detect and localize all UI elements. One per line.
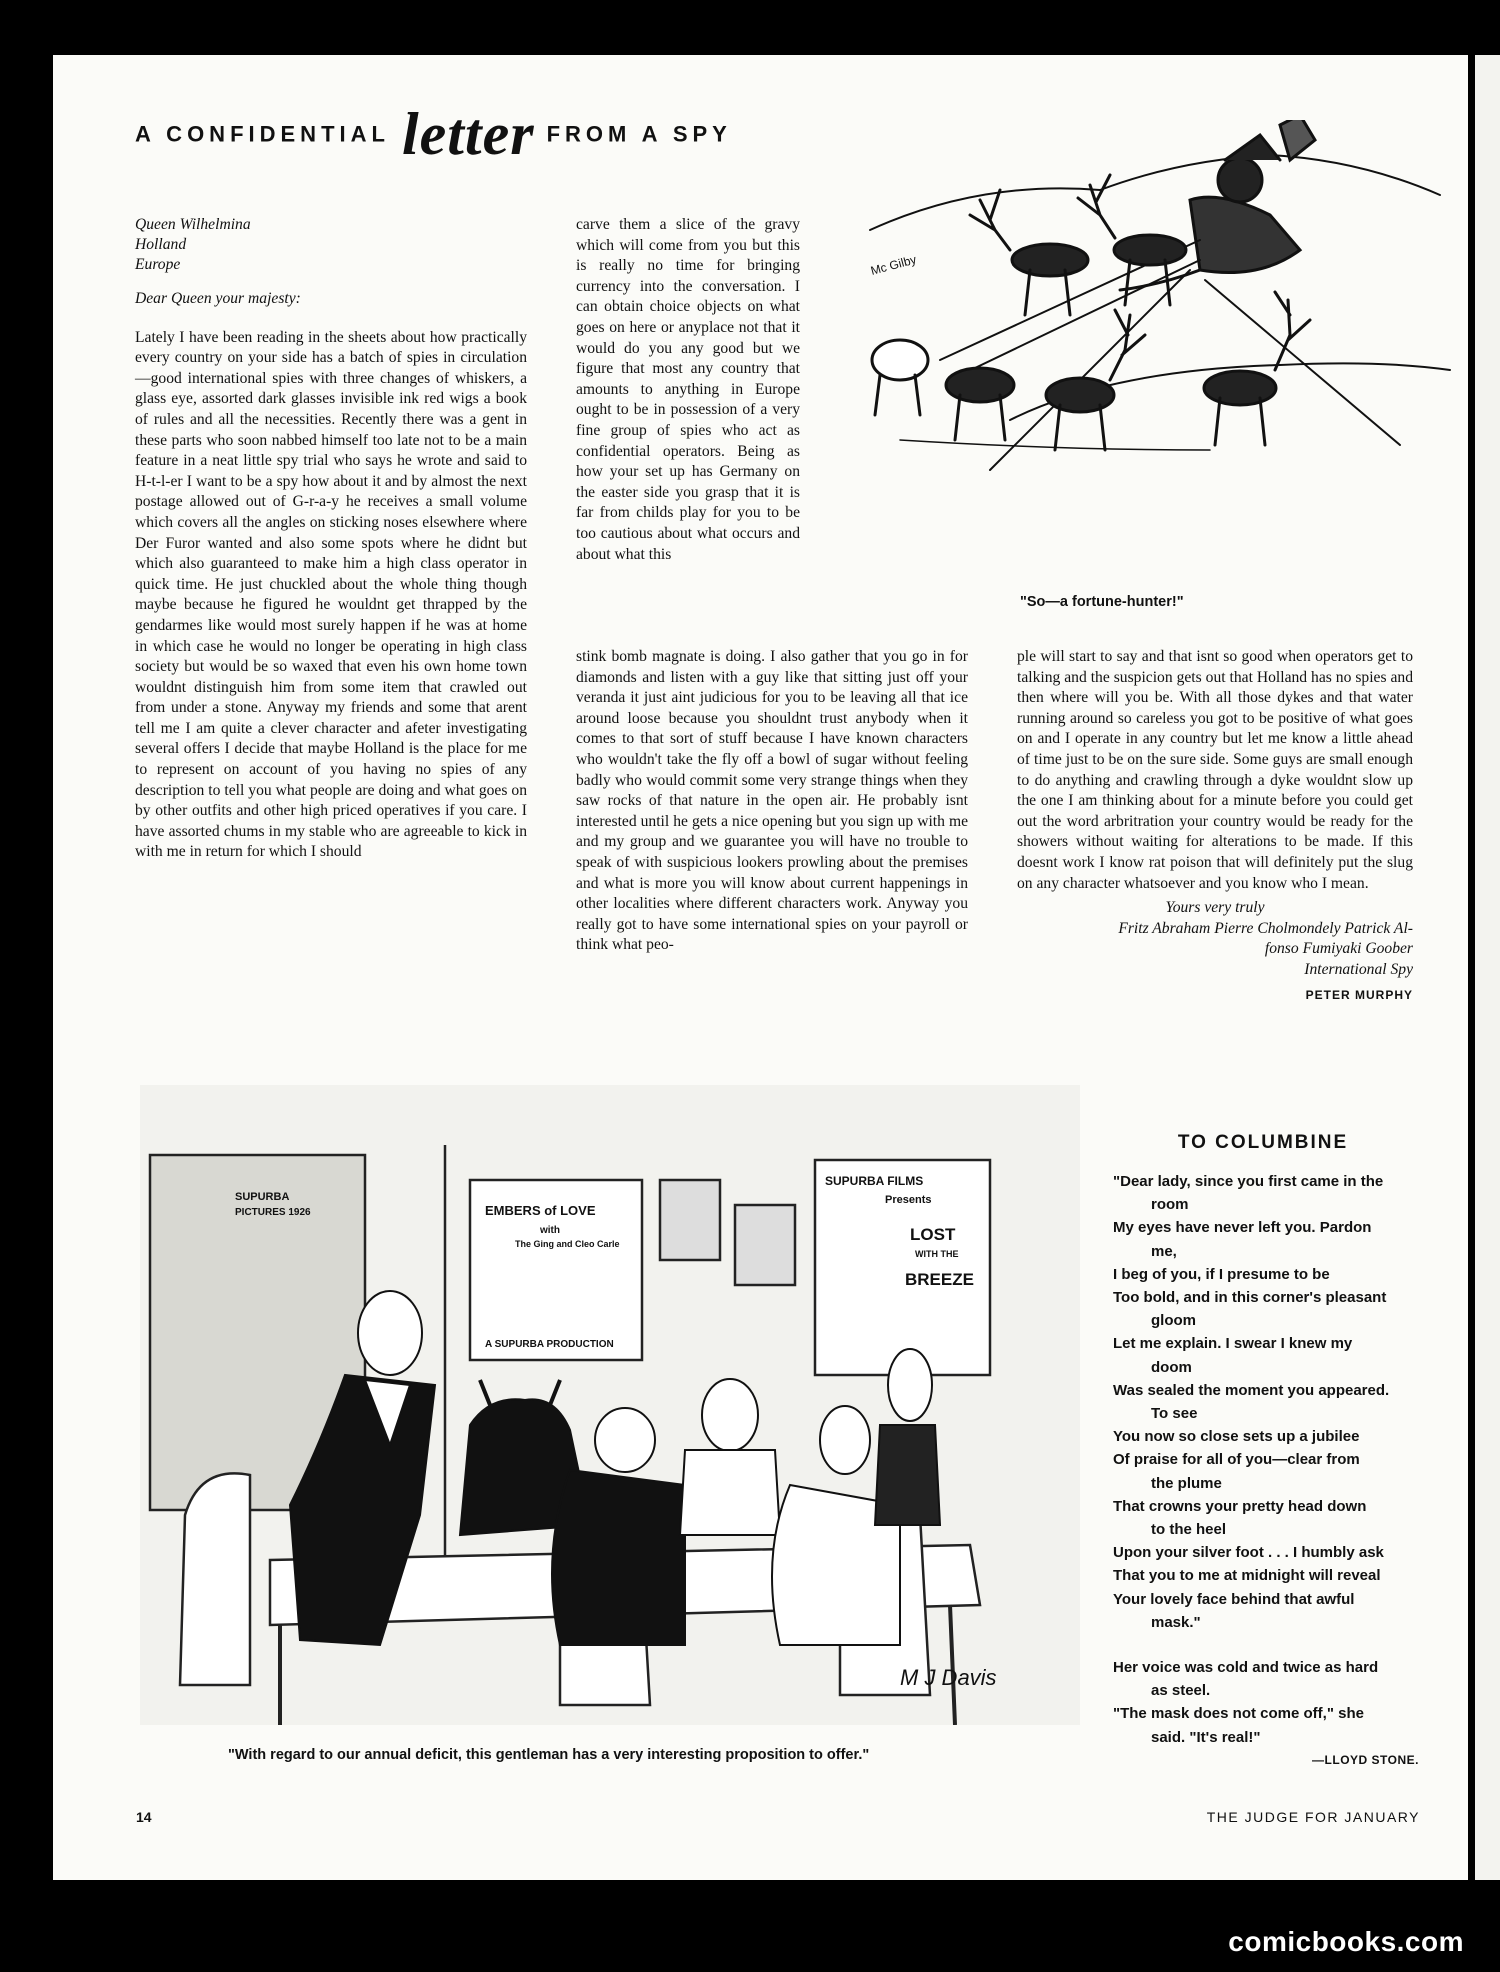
letter-column-2-top [576, 215, 800, 565]
poem-line: Her voice was cold and twice as hard [1113, 1659, 1379, 1677]
heading-prefix: A CONFIDENTIAL [135, 121, 390, 147]
santa-reindeer-cartoon [860, 120, 1460, 540]
page-number: 14 [136, 1809, 152, 1825]
signature-title: International Spy [1304, 960, 1413, 978]
stanza-break [1113, 1634, 1419, 1656]
poster-1-text: The Ging and Cleo Carle [515, 1239, 620, 1249]
poem-line: room [1151, 1196, 1189, 1214]
poster-2-title: BREEZE [905, 1270, 974, 1289]
closing: Yours very truly [1165, 899, 1265, 917]
address-line: Queen Wilhelmina [135, 216, 251, 233]
heading-suffix: FROM A SPY [546, 121, 732, 147]
poem-line: Upon your silver foot . . . I humbly ask [1113, 1544, 1384, 1562]
poster-2-title: LOST [910, 1225, 956, 1244]
poster-2-text: WITH THE [915, 1249, 959, 1259]
poster-2-text: Presents [885, 1194, 932, 1206]
poster-3-text: PICTURES 1926 [235, 1207, 311, 1218]
poem-line: That you to me at midnight will reveal [1113, 1567, 1381, 1585]
poem-line: You now so close sets up a jubilee [1113, 1428, 1360, 1446]
watermark: comicbooks.com [1228, 1926, 1464, 1957]
cartoon-signature: Mc Gilby [869, 252, 918, 278]
poem-line: Your lovely face behind that awful [1113, 1590, 1355, 1608]
letter-column-2-bottom [576, 647, 968, 956]
poem-line: mask." [1151, 1613, 1201, 1631]
poster-1-title: EMBERS of LOVE [485, 1203, 596, 1218]
top-cartoon-caption: "So—a fortune-hunter!" [1020, 594, 1184, 610]
letter-body-col2-bottom: stink bomb magnate is doing. I also gather that you go in for diamonds and listen with a guy like that sitting just off your veranda it just aint judicious for you to be leaving all that ice around loose because you shouldnt trust anybody when it comes to that sort of stuff because I have known characters who wouldn't take the fly off a bowl of sugar without feeling badly who would commit some very strange things when they saw rocks of that nature in the open air. He probably isnt interested until he gets a nice opening but you sign up with me and my group and we guarantee you will have no trouble to speak of with suspicious lookers prowling about the premises and what is more you will know about current happenings in other localities where different characters work. Anyway you really got to have some international spies on your payroll or think what peo- [576, 648, 968, 954]
poem-line: "The mask does not come off," she [1113, 1705, 1364, 1723]
letter-body-col1: Lately I have been reading in the sheets about how practically every country on your side has a batch of spies in circulation—good international spies with three changes of whiskers, a glass eye, assorted dark glasses invisible ink red wigs a book of rules and all the necessities. Recently there was a gent in these parts who soon nabbed himself too late not to be a main feature in a neat little spy trial who says he wrote and said to H-t-l-er I want to be a spy how about it and by almost the next postage allowed out of G-r-a-y he receives a small volume which covers all the angles on sticking noses elsewhere where Der Furor wanted and also some spots where he didnt but which also guaranteed to make him a high class operator in quick time. He just chuckled about the whole thing though maybe because he figured he wouldnt get thrapped by the gendarmes like would most surely happen if he was at home in which case he would no longer be operating in high class society but would be so waxed that even his own home town wouldnt distinguish him from some item that crawled out from under a stone. Anyway my friends and some that arent tell me I am quite a clever character and afeter investigating several offers I decide that maybe Holland is the place for me to represent on account of you having no spies of any description to tell you what people are doing and what goes on by other outfits and other high priced operatives if you care. I have assorted chums in my stable who are agreeable to kick in with me in return for which I should [135, 328, 527, 861]
poem-line: Let me explain. I swear I knew my [1113, 1335, 1353, 1353]
poem-line: My eyes have never left you. Pardon [1113, 1219, 1372, 1237]
poem-line: to the heel [1151, 1521, 1227, 1539]
poem-line: "Dear lady, since you first came in the [1113, 1173, 1384, 1190]
poem-line: I beg of you, if I presume to be [1113, 1265, 1330, 1283]
board-meeting-cartoon [140, 1085, 1080, 1725]
poem-title: TO COLUMBINE [1177, 1132, 1349, 1153]
heading-main-word: letter [401, 101, 535, 167]
poster-2-studio: SUPURBA FILMS [825, 1174, 924, 1188]
letter-column-1 [135, 215, 527, 863]
poem [1113, 1170, 1419, 1772]
poem-line: the plume [1151, 1474, 1222, 1492]
address-line: Holland [135, 236, 187, 253]
running-title: THE JUDGE FOR JANUARY [1206, 1809, 1420, 1825]
poem-line: Too bold, and in this corner's pleasant [1113, 1289, 1387, 1307]
letter-body-col2-top: carve them a slice of the gravy which will come from you but this is really no time for bringing currency into the conversation. I can obtain choice objects on what goes on here or anyplace not that it would do you any good but we figure that most any country that amounts to anything in Europe ought to be in possession of a very fine group of spies who act as confidential operators. Being as how your set up has Germany on the easter side you grasp that it is far from childs play for you to be too cautious about what occurs and about what this [576, 216, 800, 563]
bottom-cartoon-caption: "With regard to our annual deficit, this gentleman has a very interesting proposition to offer." [228, 1747, 870, 1763]
signature-line: Fritz Abraham Pierre Cholmondely Patrick Al- [1118, 919, 1413, 937]
poem-line: said. "It's real!" [1151, 1728, 1261, 1746]
address-line: Europe [135, 256, 181, 273]
poem-line: gloom [1151, 1312, 1196, 1330]
byline: PETER MURPHY [1305, 987, 1413, 1002]
poem-author: —LLOYD STONE. [1312, 1752, 1419, 1767]
poem-line: me, [1151, 1242, 1177, 1260]
poster-1-text: with [540, 1225, 560, 1236]
poem-line: Was sealed the moment you appeared. [1113, 1381, 1390, 1399]
poem-line: as steel. [1151, 1682, 1211, 1700]
poem-line: That crowns your pretty head down [1113, 1497, 1367, 1515]
poster-1-studio: A SUPURBA PRODUCTION [485, 1339, 614, 1350]
article-heading [135, 100, 732, 169]
cartoon-signature: M J Davis [900, 1665, 997, 1690]
poem-line: Of praise for all of you—clear from [1113, 1451, 1360, 1469]
poem-line: doom [1151, 1358, 1192, 1376]
poster-3-text: SUPURBA [235, 1191, 290, 1203]
salutation: Dear Queen your majesty: [135, 290, 301, 307]
letter-body-col3: ple will start to say and that isnt so good when operators get to talking and the suspicion gets out that Holland has no spies and then where will you be. With all those dykes and that water running around so careless you got to be positive of what goes on and I operate in any country but let me know a little ahead of time just to be on the sure side. Some guys are small enough to do anything and crawling through a dyke wouldnt slow up the one I am thinking about for a minute before you could get out the word arbritration your country would be ready for the showers without waiting for alterations to be made. If this doesnt work I know rat poison that will definitely put the slug on any character whatsoever and you know who I mean. [1017, 648, 1413, 892]
letter-column-3 [1017, 647, 1413, 1005]
poem-line: To see [1151, 1405, 1198, 1423]
signature-line: fonso Fumiyaki Goober [1264, 940, 1413, 958]
facing-page-edge [1475, 55, 1500, 1880]
